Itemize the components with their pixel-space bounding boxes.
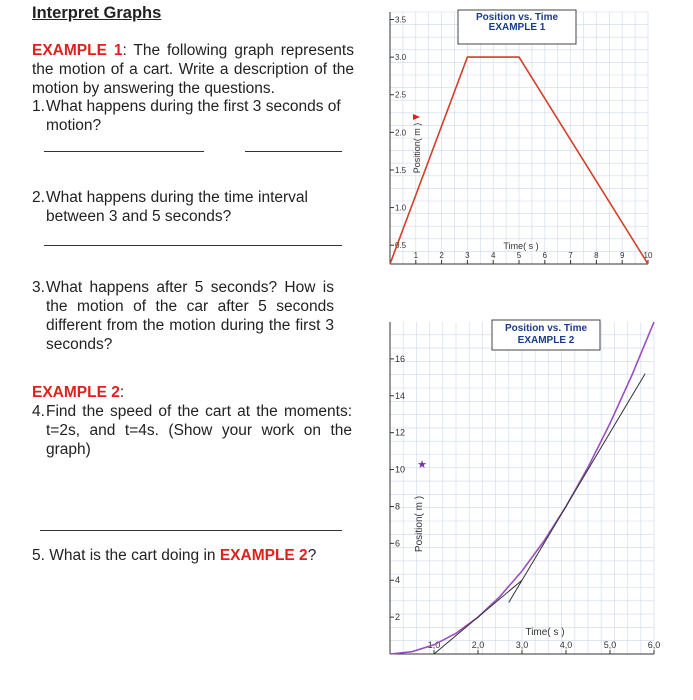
x-tick-label: 10 xyxy=(643,251,653,260)
example2-heading: EXAMPLE 2: xyxy=(32,384,125,401)
question-1: 1. What happens during the first 3 seconds of motion? xyxy=(32,98,341,134)
x-tick-label: 4 xyxy=(490,251,496,260)
x-tick-label: 5,0 xyxy=(603,640,617,650)
y-tick-label: 3.5 xyxy=(395,15,407,25)
question-4: 4. Find the speed of the cart at the moments: t=2s, and t=4s. (Show your work on the graph) xyxy=(32,403,352,458)
y-tick-label: 1.0 xyxy=(395,203,407,213)
y-tick-label: 2.0 xyxy=(395,128,407,138)
y-tick-label: 16 xyxy=(395,353,406,364)
x-tick-label: 3,0 xyxy=(515,640,529,650)
chart1-ylabel: Position( m ) xyxy=(412,122,422,174)
x-tick-label: 6,0 xyxy=(647,640,661,650)
chart-example-2 xyxy=(386,314,661,660)
chart2-ylabel-star-icon: ★ xyxy=(417,459,427,471)
chart1-title: Position vs. Time xyxy=(475,12,559,23)
x-tick-label: 3 xyxy=(465,251,470,260)
chart-example-1 xyxy=(386,6,652,268)
x-tick-label: 5 xyxy=(516,251,522,260)
x-tick-label: 6 xyxy=(542,251,548,260)
chart1-subtitle: EXAMPLE 1 xyxy=(488,22,546,33)
y-tick-label: 10 xyxy=(395,464,406,475)
y-tick-label: 8 xyxy=(395,501,401,512)
example1-intro: EXAMPLE 1: The following graph represents the motion of a cart. Write a description of the motion by answering the questions. xyxy=(32,42,354,97)
example1-label: EXAMPLE 1 xyxy=(32,42,123,59)
answer-line-4 xyxy=(40,530,342,531)
y-tick-label: 3.0 xyxy=(395,53,407,63)
x-tick-label: 9 xyxy=(619,251,625,260)
series-line-tangent-t-4s xyxy=(509,374,645,603)
chart1-xlabel: Time( s ) xyxy=(503,241,539,251)
x-tick-label: 4,0 xyxy=(559,640,573,650)
x-tick-label: 2,0 xyxy=(471,640,485,650)
y-tick-label: 14 xyxy=(395,390,406,401)
x-tick-label: 1,0 xyxy=(427,640,441,650)
page-title: Interpret Graphs xyxy=(32,4,162,22)
answer-line-1b xyxy=(245,151,342,152)
y-tick-label: 4 xyxy=(395,575,401,586)
y-tick-label: 2.5 xyxy=(395,90,407,100)
y-tick-label: 0.5 xyxy=(395,241,407,251)
question-2: 2. What happens during the time interval between 3 and 5 seconds? xyxy=(32,189,308,225)
answer-line-1a xyxy=(44,151,204,152)
chart2-title: Position vs. Time xyxy=(504,323,588,334)
y-tick-label: 2 xyxy=(395,612,401,623)
x-tick-label: 2 xyxy=(439,251,444,260)
question-5: 5. What is the cart doing in EXAMPLE 2? xyxy=(32,547,317,564)
question-3: 3. What happens after 5 seconds? How is the motion of the car after 5 seconds different from the motion during the first 3 seconds? xyxy=(32,279,334,353)
example2-label: EXAMPLE 2 xyxy=(32,384,120,401)
y-tick-label: 6 xyxy=(395,538,401,549)
chart2-subtitle: EXAMPLE 2 xyxy=(517,335,575,346)
chart2-ylabel: Position( m ) xyxy=(414,495,425,553)
y-tick-label: 1.5 xyxy=(395,165,407,175)
x-tick-label: 1 xyxy=(413,251,419,260)
x-tick-label: 7 xyxy=(568,251,573,260)
answer-line-2 xyxy=(44,245,342,246)
x-tick-label: 8 xyxy=(594,251,599,260)
chart1-ylabel-arrow-icon xyxy=(413,114,420,120)
chart2-xlabel: Time( s ) xyxy=(525,627,565,638)
y-tick-label: 12 xyxy=(395,427,406,438)
